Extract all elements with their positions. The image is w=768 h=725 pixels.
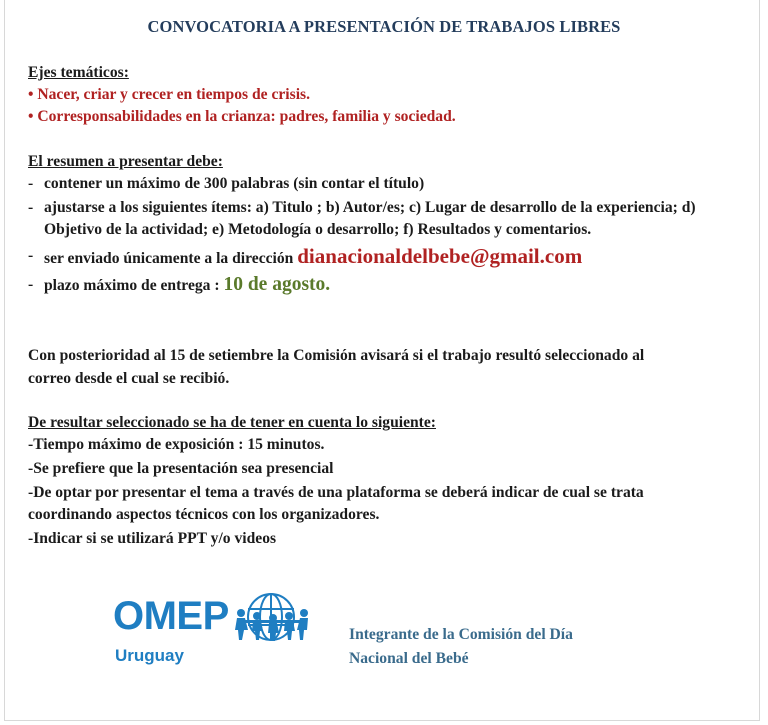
summary-item-deadline-line [28, 274, 718, 297]
selection-item: -Indicar si se utilizará PPT y/o videos [28, 530, 277, 547]
selection-section [28, 412, 728, 550]
logo-subtitle: Uruguay [115, 646, 184, 665]
selection-item: -Tiempo máximo de exposición : 15 minutos. [28, 436, 325, 453]
logo-wordmark: OMEP [113, 594, 229, 638]
summary-heading: El resumen a presentar debe: [28, 153, 223, 170]
summary-item-structure [28, 197, 718, 241]
theme-item-1: • Nacer, criar y crecer en tiempos de crisis. [28, 86, 311, 103]
themes-heading: Ejes temáticos: [28, 64, 129, 81]
selection-item: -Se prefiere que la presentación sea presencial [28, 460, 334, 477]
dash-bullet: - [28, 276, 34, 293]
footer-caption [349, 623, 573, 671]
footer-line-1: Integrante de la Comisión del Día [349, 626, 573, 643]
summary-item-deadline [28, 274, 718, 297]
dash-bullet: - [28, 199, 34, 216]
notice-paragraph: Con posterioridad al 15 de setiembre la Comisión avisará si el trabajo resultó seleccionado al correo desde el cual se recibió. [28, 347, 645, 387]
summary-item-text: plazo máximo de entrega : [44, 277, 220, 294]
footer-line-2: Nacional del Bebé [349, 650, 469, 667]
summary-item-text: contener un máximo de 300 palabras (sin contar el título) [44, 175, 425, 192]
summary-item-text: ser enviado únicamente a la dirección [44, 250, 294, 267]
summary-item-word-limit [28, 173, 718, 195]
summary-item-text: ajustarse a los siguientes ítems: a) Titulo ; b) Autor/es; c) Lugar de desarrollo de la experiencia; d) Objetivo de la actividad; e) Metodología o desarrollo; f) Resultados y comentarios. [44, 199, 696, 238]
contact-email-link[interactable]: dianacionaldelbebe@gmail.com [297, 244, 583, 268]
summary-item-email [28, 245, 718, 270]
globe-children-icon [233, 591, 311, 647]
summary-section [28, 151, 718, 297]
selection-item: -De optar por presentar el tema a través de una plataforma se deberá indicar de cual se trata coordinando aspectos técnicos con los organizadores. [28, 484, 644, 523]
deadline-date: 10 de agosto. [223, 274, 331, 295]
themes-section [28, 62, 456, 128]
dash-bullet: - [28, 247, 34, 264]
selection-heading: De resultar seleccionado se ha de tener en cuenta lo siguiente: [28, 414, 436, 431]
page-title: CONVOCATORIA A PRESENTACIÓN DE TRABAJOS LIBRES [147, 17, 621, 36]
summary-item-email-line [28, 245, 718, 270]
dash-bullet: - [28, 175, 34, 192]
theme-item-2: • Corresponsabilidades en la crianza: padres, familia y sociedad. [28, 108, 456, 125]
